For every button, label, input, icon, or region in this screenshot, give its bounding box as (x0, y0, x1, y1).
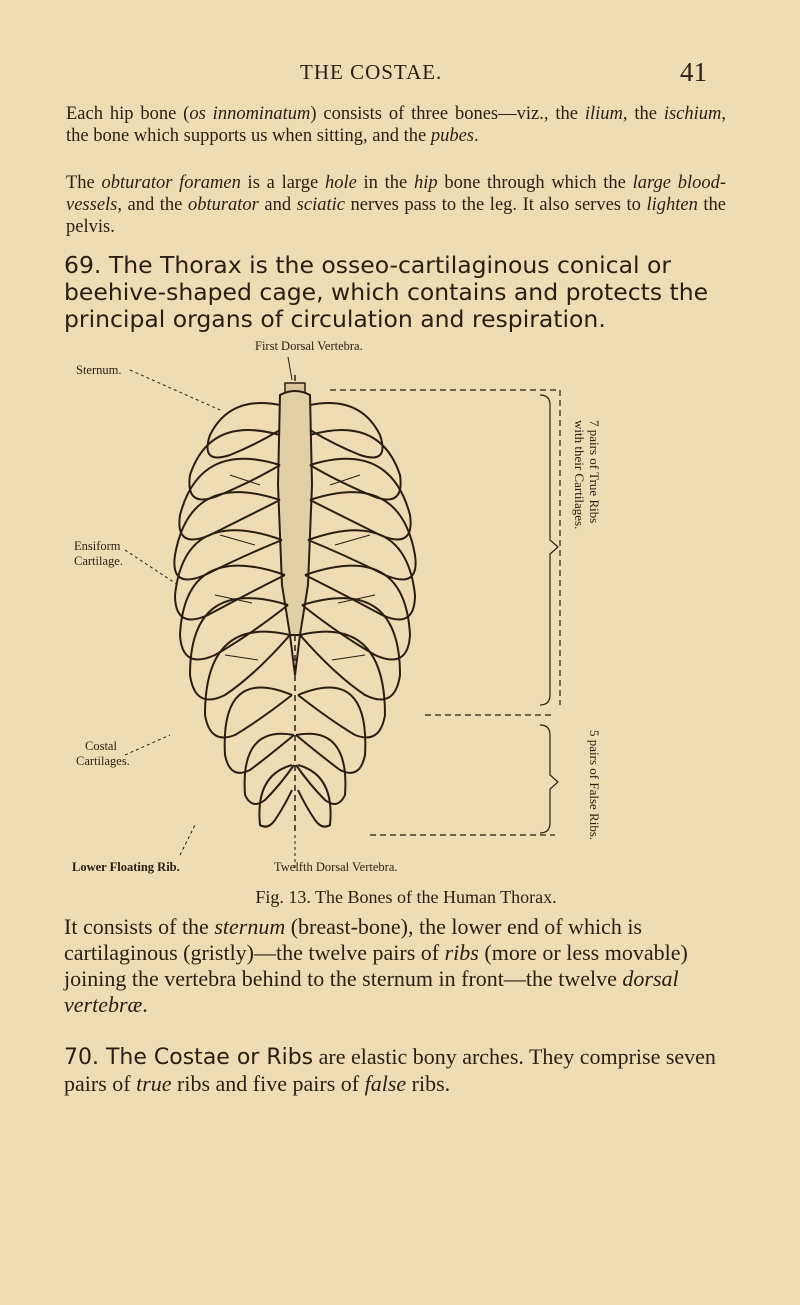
running-title: THE COSTAE. (300, 60, 443, 84)
thorax-figure (30, 335, 750, 880)
running-head (0, 57, 800, 90)
label-ensiform-2: Cartilage. (74, 554, 123, 568)
paragraph-thorax-parts: It consists of the sternum (breast-bone), the lower end of which is cartilaginous (gristly)—the twelve pairs of ribs (more or less movable) joining the vertebra behind to the sternum in front—the twelve dorsal vertebræ. (64, 914, 688, 1017)
label-ensiform-1: Ensiform (74, 539, 121, 553)
page-number: 41 (680, 57, 707, 87)
label-twelfth-dorsal-vertebra: Twelfth Dorsal Vertebra. (274, 860, 398, 874)
figure-caption: Fig. 13. The Bones of the Human Thorax. (255, 887, 557, 907)
label-first-dorsal-vertebra: First Dorsal Vertebra. (255, 339, 363, 353)
section-number-69: 69. (64, 251, 102, 279)
paragraph-costae: 70. The Costae or Ribs are elastic bony arches. They comprise seven pairs of true ribs and five pairs of false ribs. (64, 1044, 716, 1096)
label-true-ribs-1: 7 pairs of True Ribs (587, 420, 602, 524)
paragraph-thorax: 69. The Thorax is the osseo-cartilaginous conical or beehive-shaped cage, which contains and protects the principal organs of circulation and respiration. (64, 251, 709, 333)
thorax-illustration (30, 335, 750, 880)
label-false-ribs: 5 pairs of False Ribs. (587, 730, 602, 841)
label-lower-floating-rib: Lower Floating Rib. (72, 860, 180, 874)
label-true-ribs-2: with their Cartilages. (572, 420, 587, 530)
label-sternum: Sternum. (76, 363, 122, 377)
label-costal-1: Costal (85, 739, 117, 753)
paragraph-obturator: The obturator foramen is a large hole in the hip bone through which the large blood-vessels, and the obturator and sciatic nerves pass to the leg. It also serves to lighten the pelvis. (66, 173, 727, 237)
section-number-70: 70. (64, 1045, 99, 1070)
section-title-costae: The Costae or Ribs (99, 1045, 314, 1070)
paragraph-hip-bone: Each hip bone (os innominatum) consists of three bones—viz., the ilium, the ischium, the bone which supports us when sitting, and the pubes. (66, 104, 726, 146)
label-costal-2: Cartilages. (76, 754, 130, 768)
